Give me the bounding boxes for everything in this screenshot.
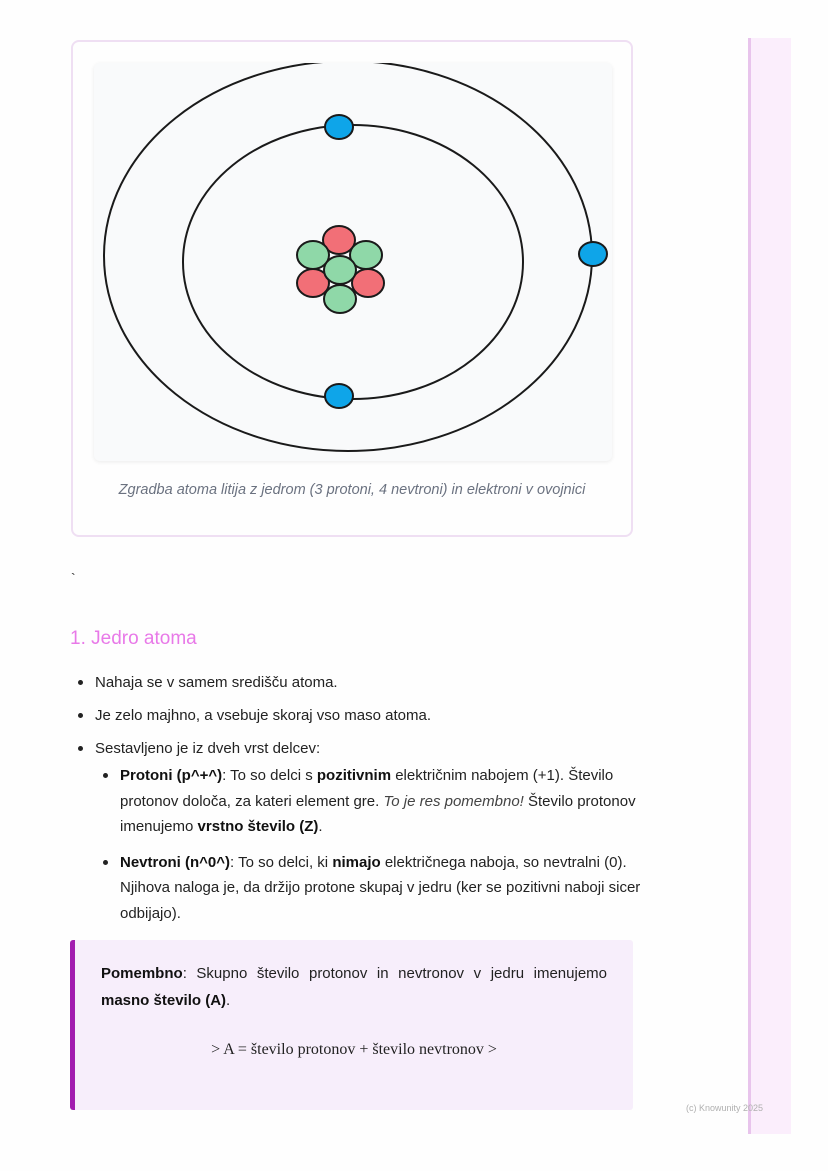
stray-backtick: ` [71, 570, 76, 586]
list-item-text: Sestavljeno je iz dveh vrst delcev: [95, 740, 321, 757]
callout-text [101, 960, 607, 1014]
text: : To so delci, ki [230, 853, 333, 871]
sub-item-nevtroni [120, 850, 655, 927]
term-protoni: Protoni (p^+^) [120, 767, 223, 784]
nucleus [297, 226, 384, 313]
important-callout [70, 940, 633, 1110]
text: električnim nabojem (+1). Število protonov določa, za kateri element gre. [120, 767, 614, 810]
text: električnega naboja, so nevtralni (0). Njihova naloga je, da držijo protone skupaj v jedru (ker se pozitivni naboji sicer odbijajo). [120, 853, 641, 922]
figure-caption: Zgradba atoma litija z jedrom (3 protoni, 4 nevtroni) in elektroni v ovojnici [118, 482, 586, 498]
text: : Skupno število protonov in nevtronov v jedru imenujemo [182, 965, 607, 982]
text: . [226, 992, 231, 1009]
electron-icon [325, 384, 353, 408]
callout-label: Pomembno [101, 965, 183, 982]
emphasis-pozitivnim: pozitivnim [316, 767, 392, 784]
section-title: 1. Jedro atoma [70, 628, 197, 649]
neutron-icon [324, 285, 356, 313]
electron-icon [325, 115, 353, 139]
neutron-icon [324, 256, 356, 284]
emphasis-masno-stevilo: masno število (A) [101, 992, 227, 1009]
emphasis-vrstno-stevilo: vrstno število (Z) [197, 818, 319, 835]
nucleus-bullet-list [71, 670, 655, 936]
term-nevtroni: Nevtroni (n^0^) [120, 853, 231, 871]
list-item: Nahaja se v samem središču atoma. [95, 670, 655, 695]
lithium-atom-illustration [94, 63, 612, 461]
text: : To so delci s [222, 767, 317, 784]
text: . [318, 818, 323, 835]
proton-icon [352, 269, 384, 297]
sub-item-protoni [120, 763, 655, 840]
particle-sub-list [95, 763, 655, 926]
list-item [95, 736, 655, 926]
mass-number-formula: > A = število protonov + število nevtronov > [211, 1041, 497, 1058]
text: Število protonov imenujemo [120, 792, 636, 835]
figure-card [71, 40, 633, 537]
copyright-footer: (c) Knowunity 2025 [686, 1103, 764, 1113]
italic-note: To je res pomembno! [383, 792, 524, 810]
sidebar-decoration [748, 38, 791, 1134]
emphasis-nimajo: nimajo [332, 853, 381, 871]
electron-icon [579, 242, 607, 266]
atom-diagram [94, 63, 612, 461]
list-item: Je zelo majhno, a vsebuje skoraj vso maso atoma. [95, 703, 655, 728]
